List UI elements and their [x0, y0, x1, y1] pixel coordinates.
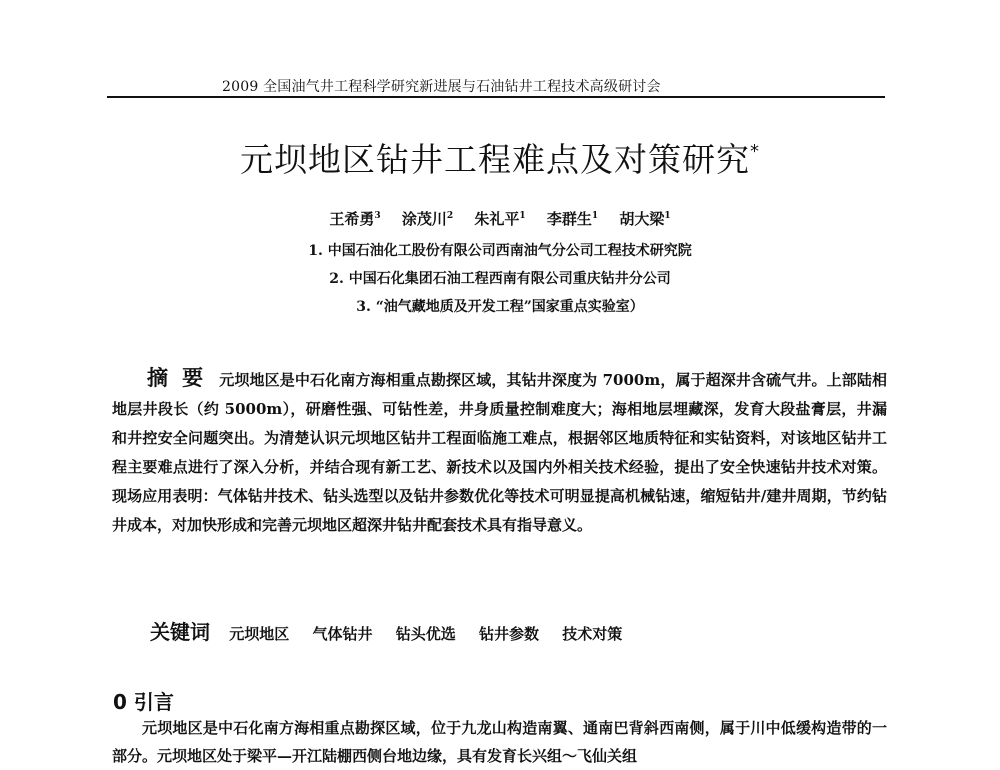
intro-paragraph: 元坝地区是中石化南方海相重点勘探区域，位于九龙山构造南翼、通南巴背斜西南侧，属于川中低缓构造带的一部分。元坝地区处于梁平—开江陆棚西侧台地边缘，具有发育长兴组～飞仙关组 [112, 719, 887, 765]
author-affil-mark: 1 [591, 211, 599, 221]
author-name: 李群生 [546, 210, 592, 228]
title-footnote-mark: * [750, 141, 760, 162]
abstract [112, 364, 887, 540]
running-header: 2009 全国油气井工程科学研究新进展与石油钻井工程技术高级研讨会 [222, 79, 661, 95]
author-affil-mark: 1 [664, 211, 671, 221]
author [474, 208, 525, 229]
author-affil-mark: 1 [519, 211, 526, 221]
keyword: 技术对策 [562, 625, 623, 643]
keyword: 气体钻井 [312, 625, 373, 643]
affiliation-3: 3. “油气藏地质及开发工程”国家重点实验室） [356, 299, 644, 315]
keywords-label: 关键词 [150, 620, 210, 644]
author-name: 胡大梁 [619, 210, 665, 228]
author [329, 208, 380, 229]
author-name: 王希勇 [329, 210, 375, 228]
abstract-text: 元坝地区是中石化南方海相重点勘探区域，其钻井深度为 7000m，属于超深井含硫气井。上部陆相地层井段长（约 5000m），研磨性强、可钻性差，井身质量控制难度大；海相地层埋藏深，发育大段盐膏层，井漏和井控安全问题突出。为清楚认识元坝地区钻井工程面临施工难点，根据邻区地质特征和实钻资料，对该地区钻井工程主要难点进行了深入分析，并结合现有新工艺、新技术以及国内外相关技术经验，提出了安全快速钻井技术对策。现场应用表明：气体钻井技术、钻头选型以及钻井参数优化等技术可明显提高机械钻速，缩短钻井/建井周期，节约钻井成本，对加快形成和完善元坝地区超深井钻井配套技术具有指导意义。 [112, 371, 887, 534]
keyword: 元坝地区 [229, 625, 290, 643]
keyword: 钻头优选 [395, 625, 456, 643]
keywords [150, 616, 640, 645]
abstract-label: 摘要 [147, 366, 218, 390]
keyword: 钻井参数 [478, 625, 539, 643]
author-list [0, 208, 1000, 229]
affiliation-1: 1. 中国石油化工股份有限公司西南油气分公司工程技术研究院 [308, 243, 692, 259]
author [619, 208, 670, 229]
paper-title [0, 134, 1000, 181]
header-rule [107, 96, 885, 98]
author [547, 208, 598, 229]
title-text: 元坝地区钻井工程难点及对策研究 [240, 140, 750, 179]
section-heading-intro: 0 引言 [113, 690, 174, 714]
author-affil-mark: 3 [374, 211, 381, 221]
author-name: 朱礼平 [474, 210, 520, 228]
author-name: 涂茂川 [401, 210, 447, 228]
author-affil-mark: 2 [446, 211, 454, 221]
affiliation-2: 2. 中国石化集团石油工程西南有限公司重庆钻井分公司 [329, 271, 671, 287]
author [402, 208, 453, 229]
